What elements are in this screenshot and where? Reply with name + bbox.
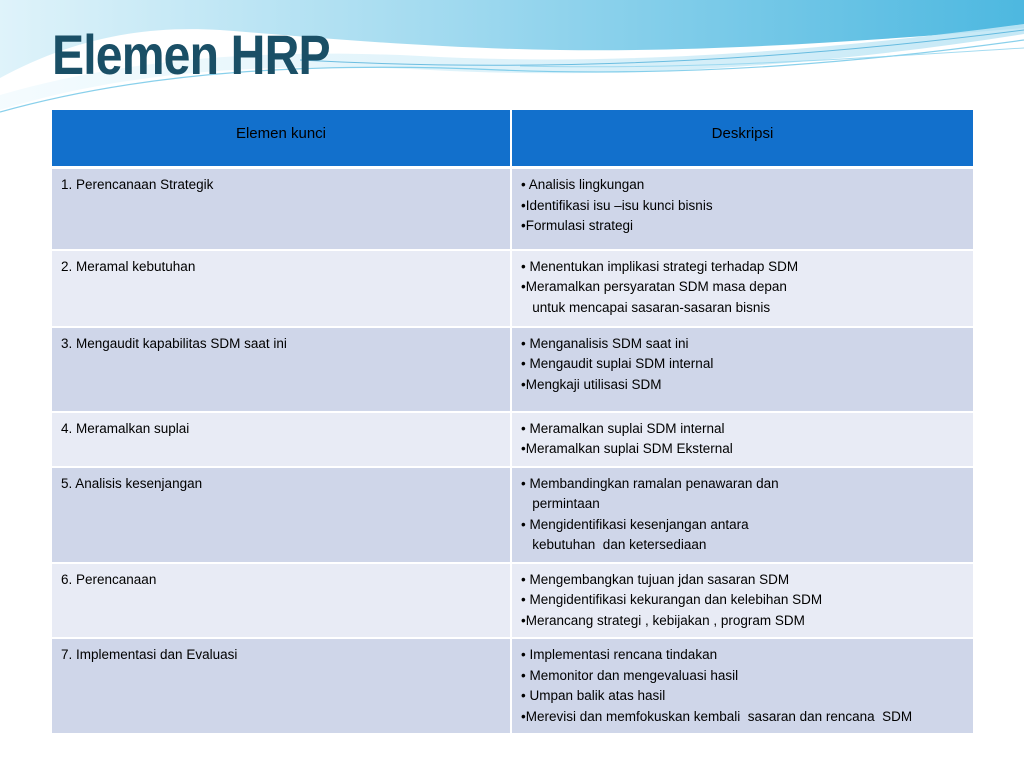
page-title: Elemen HRP bbox=[52, 23, 330, 86]
description-line: kebutuhan dan ketersediaan bbox=[521, 537, 707, 552]
element-cell: 1. Perencanaan Strategik bbox=[52, 168, 511, 250]
description-line: •Formulasi strategi bbox=[521, 218, 634, 233]
description-line: •Meramalkan suplai SDM Eksternal bbox=[521, 441, 733, 456]
description-line: • Implementasi rencana tindakan bbox=[521, 647, 718, 662]
description-line: •Merancang strategi , kebijakan , program SDM bbox=[521, 612, 805, 628]
description-line: • Analisis lingkungan bbox=[521, 177, 645, 192]
header-deskripsi: Deskripsi bbox=[511, 110, 973, 168]
description-line: • Mengidentifikasi kesenjangan antara bbox=[521, 516, 749, 532]
hrp-elements-table bbox=[52, 110, 973, 735]
description-cell bbox=[511, 467, 973, 563]
element-cell: 6. Perencanaan bbox=[52, 563, 511, 639]
description-line: • Umpan balik atas hasil bbox=[521, 688, 666, 703]
table-row bbox=[52, 250, 973, 327]
element-cell: 2. Meramal kebutuhan bbox=[52, 250, 511, 327]
description-line: •Identifikasi isu –isu kunci bisnis bbox=[521, 197, 713, 213]
description-line: •Mengkaji utilisasi SDM bbox=[521, 376, 662, 392]
table-row bbox=[52, 563, 973, 639]
description-cell bbox=[511, 638, 973, 734]
table-row bbox=[52, 467, 973, 563]
description-cell bbox=[511, 168, 973, 250]
table-row bbox=[52, 168, 973, 250]
description-line: •Merevisi dan memfokuskan kembali sasaran dan rencana SDM bbox=[521, 708, 913, 724]
description-cell bbox=[511, 563, 973, 639]
element-cell: 7. Implementasi dan Evaluasi bbox=[52, 638, 511, 734]
description-line: • Memonitor dan mengevaluasi hasil bbox=[521, 667, 739, 683]
element-cell: 4. Meramalkan suplai bbox=[52, 412, 511, 467]
table-row bbox=[52, 412, 973, 467]
description-line: • Menentukan implikasi strategi terhadap SDM bbox=[521, 258, 799, 274]
table-row bbox=[52, 327, 973, 412]
description-line: • Mengaudit suplai SDM internal bbox=[521, 356, 714, 371]
element-cell: 3. Mengaudit kapabilitas SDM saat ini bbox=[52, 327, 511, 412]
description-line: permintaan bbox=[521, 496, 600, 511]
description-cell bbox=[511, 250, 973, 327]
table-row bbox=[52, 638, 973, 734]
description-line: • Meramalkan suplai SDM internal bbox=[521, 420, 725, 436]
description-cell bbox=[511, 327, 973, 412]
table-header-row bbox=[52, 110, 973, 168]
header-elemen-kunci: Elemen kunci bbox=[52, 110, 511, 168]
description-line: • Membandingkan ramalan penawaran dan bbox=[521, 475, 779, 491]
element-cell: 5. Analisis kesenjangan bbox=[52, 467, 511, 563]
description-line: •Meramalkan persyaratan SDM masa depan bbox=[521, 279, 787, 294]
description-line: untuk mencapai sasaran-sasaran bisnis bbox=[521, 299, 771, 315]
description-cell bbox=[511, 412, 973, 467]
description-line: • Menganalisis SDM saat ini bbox=[521, 335, 689, 351]
description-line: • Mengembangkan tujuan jdan sasaran SDM bbox=[521, 571, 790, 587]
description-line: • Mengidentifikasi kekurangan dan kelebihan SDM bbox=[521, 592, 823, 607]
